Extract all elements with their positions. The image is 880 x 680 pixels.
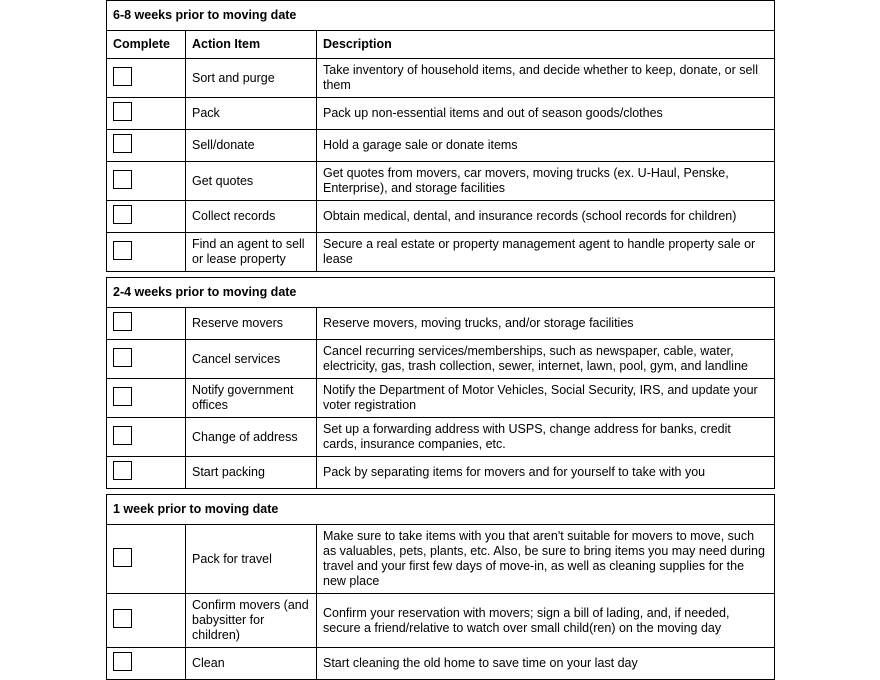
action-item-cell: Sell/donate xyxy=(186,130,317,162)
column-header-complete: Complete xyxy=(107,31,186,59)
column-header-description: Description xyxy=(317,31,775,59)
checkbox[interactable] xyxy=(113,426,132,445)
description-cell: Obtain medical, dental, and insurance records (school records for children) xyxy=(317,201,775,233)
complete-cell xyxy=(107,648,186,680)
complete-cell xyxy=(107,201,186,233)
action-item-cell: Sort and purge xyxy=(186,59,317,98)
action-item-cell: Collect records xyxy=(186,201,317,233)
action-item-cell: Pack xyxy=(186,98,317,130)
table-row xyxy=(107,130,775,162)
table-row xyxy=(107,308,775,340)
section-title-row xyxy=(107,278,775,308)
table-row xyxy=(107,525,775,594)
description-cell: Pack up non-essential items and out of season goods/clothes xyxy=(317,98,775,130)
complete-cell xyxy=(107,457,186,489)
action-item-cell: Find an agent to sell or lease property xyxy=(186,233,317,272)
section-title: 6-8 weeks prior to moving date xyxy=(107,1,775,31)
description-cell: Start cleaning the old home to save time on your last day xyxy=(317,648,775,680)
complete-cell xyxy=(107,379,186,418)
complete-cell xyxy=(107,308,186,340)
description-cell: Pack by separating items for movers and for yourself to take with you xyxy=(317,457,775,489)
column-header-action-item: Action Item xyxy=(186,31,317,59)
description-cell: Set up a forwarding address with USPS, change address for banks, credit cards, insurance companies, etc. xyxy=(317,418,775,457)
complete-cell xyxy=(107,418,186,457)
complete-cell xyxy=(107,594,186,648)
section-title-row xyxy=(107,1,775,31)
moving-checklist-table xyxy=(106,0,775,680)
description-cell: Secure a real estate or property management agent to handle property sale or lease xyxy=(317,233,775,272)
checkbox[interactable] xyxy=(113,205,132,224)
complete-cell xyxy=(107,130,186,162)
checkbox[interactable] xyxy=(113,348,132,367)
table-row xyxy=(107,340,775,379)
complete-cell xyxy=(107,233,186,272)
action-item-cell: Pack for travel xyxy=(186,525,317,594)
table-row xyxy=(107,594,775,648)
description-cell: Cancel recurring services/memberships, such as newspaper, cable, water, electricity, gas, trash collection, sewer, internet, lawn, pool, gym, and landline xyxy=(317,340,775,379)
action-item-cell: Confirm movers (and babysitter for children) xyxy=(186,594,317,648)
action-item-cell: Change of address xyxy=(186,418,317,457)
action-item-cell: Notify government offices xyxy=(186,379,317,418)
table-row xyxy=(107,59,775,98)
checkbox[interactable] xyxy=(113,241,132,260)
checkbox[interactable] xyxy=(113,170,132,189)
table-row xyxy=(107,648,775,680)
complete-cell xyxy=(107,525,186,594)
complete-cell xyxy=(107,340,186,379)
table-row xyxy=(107,201,775,233)
description-cell: Reserve movers, moving trucks, and/or storage facilities xyxy=(317,308,775,340)
complete-cell xyxy=(107,162,186,201)
checkbox[interactable] xyxy=(113,312,132,331)
column-header-row xyxy=(107,31,775,59)
checkbox[interactable] xyxy=(113,387,132,406)
action-item-cell: Cancel services xyxy=(186,340,317,379)
action-item-cell: Reserve movers xyxy=(186,308,317,340)
description-cell: Take inventory of household items, and decide whether to keep, donate, or sell them xyxy=(317,59,775,98)
action-item-cell: Clean xyxy=(186,648,317,680)
action-item-cell: Start packing xyxy=(186,457,317,489)
checkbox[interactable] xyxy=(113,67,132,86)
section-title-row xyxy=(107,495,775,525)
table-row xyxy=(107,457,775,489)
checkbox[interactable] xyxy=(113,461,132,480)
checkbox[interactable] xyxy=(113,609,132,628)
action-item-cell: Get quotes xyxy=(186,162,317,201)
table-row xyxy=(107,98,775,130)
description-cell: Hold a garage sale or donate items xyxy=(317,130,775,162)
description-cell: Make sure to take items with you that aren't suitable for movers to move, such as valuables, pets, plants, etc. Also, be sure to bring items you may need during travel and your first few days of move-in, as well as cleaning supplies for the new place xyxy=(317,525,775,594)
complete-cell xyxy=(107,98,186,130)
checkbox[interactable] xyxy=(113,652,132,671)
description-cell: Notify the Department of Motor Vehicles, Social Security, IRS, and update your voter registration xyxy=(317,379,775,418)
complete-cell xyxy=(107,59,186,98)
section-title: 1 week prior to moving date xyxy=(107,495,775,525)
table-row xyxy=(107,233,775,272)
table-row xyxy=(107,379,775,418)
description-cell: Get quotes from movers, car movers, moving trucks (ex. U-Haul, Penske, Enterprise), and storage facilities xyxy=(317,162,775,201)
section-title: 2-4 weeks prior to moving date xyxy=(107,278,775,308)
description-cell: Confirm your reservation with movers; sign a bill of lading, and, if needed, secure a friend/relative to watch over small child(ren) on the moving day xyxy=(317,594,775,648)
checkbox[interactable] xyxy=(113,134,132,153)
table-row xyxy=(107,418,775,457)
checkbox[interactable] xyxy=(113,102,132,121)
checkbox[interactable] xyxy=(113,548,132,567)
table-row xyxy=(107,162,775,201)
